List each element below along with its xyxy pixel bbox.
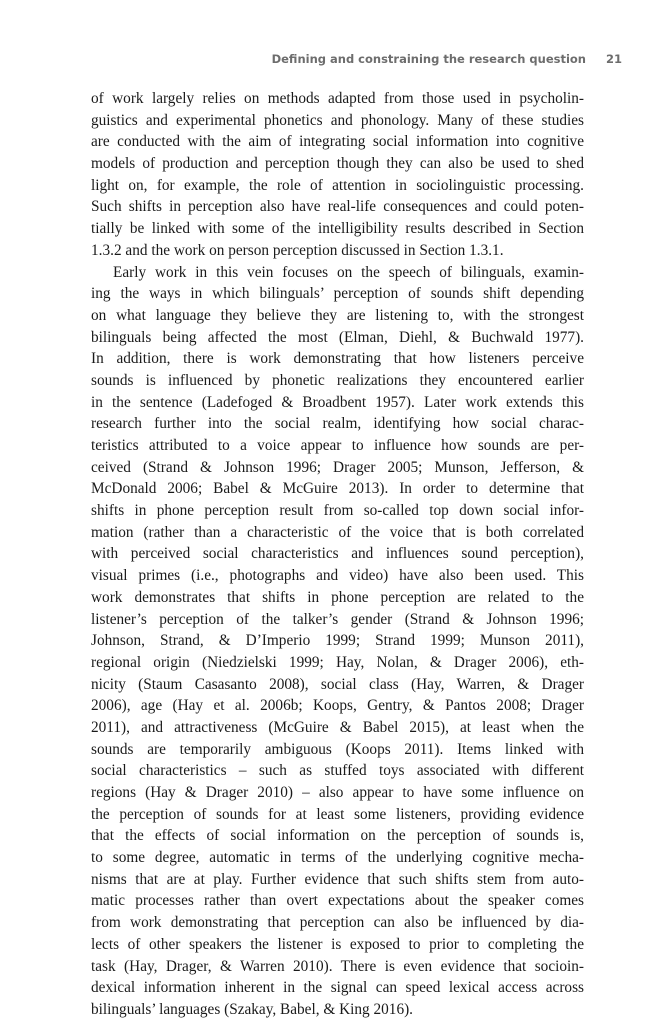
text-line: models of production and perception though they can also be used to shed (91, 155, 584, 173)
text-line: task (Hay, Drager, & Warren 2010). There is even evidence that socioin- (91, 957, 584, 975)
text-line: ing the ways in which bilinguals’ perception of sounds shift depending (91, 285, 584, 303)
text-line: listener’s perception of the talker’s gender (Strand & Johnson 1996; (91, 610, 584, 628)
text-line: to some degree, automatic in terms of the underlying cognitive mecha- (91, 849, 584, 867)
text-line: lects of other speakers the listener is exposed to prior to completing the (91, 935, 584, 953)
text-line: teristics attributed to a voice appear to influence how sounds are per- (91, 437, 584, 454)
paragraph (91, 262, 584, 1021)
text-line: nicity (Staum Casasanto 2008), social class (Hay, Warren, & Drager (91, 675, 584, 693)
text-line: that the effects of social information on the perception of sounds is, (91, 827, 584, 845)
text-line: light on, for example, the role of attention in sociolinguistic processing. (91, 176, 584, 194)
text-line: In addition, there is work demonstrating that how listeners perceive (91, 350, 584, 368)
text-line: dexical information inherent in the signal can speed lexical access across (91, 979, 584, 997)
text-line: bilinguals being affected the most (Elman, Diehl, & Buchwald 1977). (91, 328, 584, 346)
text-line: bilinguals’ languages (Szakay, Babel, & King 2016). (91, 1000, 414, 1018)
text-line: mation (rather than a characteristic of the voice that is both correlated (91, 523, 584, 541)
text-line: nisms that are at play. Further evidence that such shifts stem from auto- (91, 870, 584, 888)
text-line: the perception of sounds for at least some listeners, providing evidence (91, 805, 584, 823)
text-line: sounds is influenced by phonetic realizations they encountered earlier (91, 371, 584, 389)
text-line: in the sentence (Ladefoged & Broadbent 1957). Later work extends this (91, 393, 584, 411)
text-line: regions (Hay & Drager 2010) – also appear to have some influence on (91, 784, 584, 801)
text-line: tially be linked with some of the intelligibility results described in Section (91, 220, 584, 238)
page-number: 21 (605, 52, 622, 66)
text-line: work demonstrates that shifts in phone perception are related to the (91, 588, 584, 606)
text-line: matic processes rather than overt expectations about the speaker comes (91, 892, 584, 910)
text-line: 2011), and attractiveness (McGuire & Babel 2015), at least when the (91, 718, 584, 736)
text-line: sounds are temporarily ambiguous (Koops 2011). Items linked with (91, 740, 584, 758)
body-text (91, 88, 584, 1021)
text-line: ceived (Strand & Johnson 1996; Drager 2005; Munson, Jefferson, & (91, 458, 584, 476)
text-line: on what language they believe they are listening to, with the strongest (91, 306, 584, 324)
text-line: research further into the social realm, identifying how social charac- (91, 415, 584, 433)
text-line: 1.3.2 and the work on person perception discussed in Section 1.3.1. (91, 241, 504, 259)
text-line: Johnson, Strand, & D’Imperio 1999; Strand 1999; Munson 2011), (91, 632, 584, 650)
text-line: from work demonstrating that perception can also be influenced by dia- (91, 914, 584, 932)
text-line: McDonald 2006; Babel & McGuire 2013). In order to determine that (91, 480, 584, 498)
text-line: of work largely relies on methods adapted from those used in psycholin- (91, 90, 584, 107)
text-line: visual primes (i.e., photographs and video) have also been used. This (91, 567, 584, 585)
text-line: 2006), age (Hay et al. 2006b; Koops, Gentry, & Pantos 2008; Drager (91, 697, 584, 715)
text-line: with perceived social characteristics and influences sound perception), (91, 545, 584, 563)
text-line: are conducted with the aim of integrating social information into cognitive (91, 133, 584, 151)
paragraph (91, 88, 584, 262)
running-head (0, 52, 666, 72)
text-line: guistics and experimental phonetics and phonology. Many of these studies (91, 111, 584, 129)
text-line: Such shifts in perception also have real-life consequences and could poten- (91, 198, 584, 216)
running-head-title: Defining and constraining the research question (271, 52, 586, 66)
text-line: regional origin (Niedzielski 1999; Hay, Nolan, & Drager 2006), eth- (91, 653, 584, 671)
text-line: Early work in this vein focuses on the speech of bilinguals, examin- (113, 263, 584, 281)
text-line: shifts in phone perception result from so-called top down social infor- (91, 502, 584, 520)
text-line: social characteristics – such as stuffed toys associated with different (91, 762, 584, 780)
